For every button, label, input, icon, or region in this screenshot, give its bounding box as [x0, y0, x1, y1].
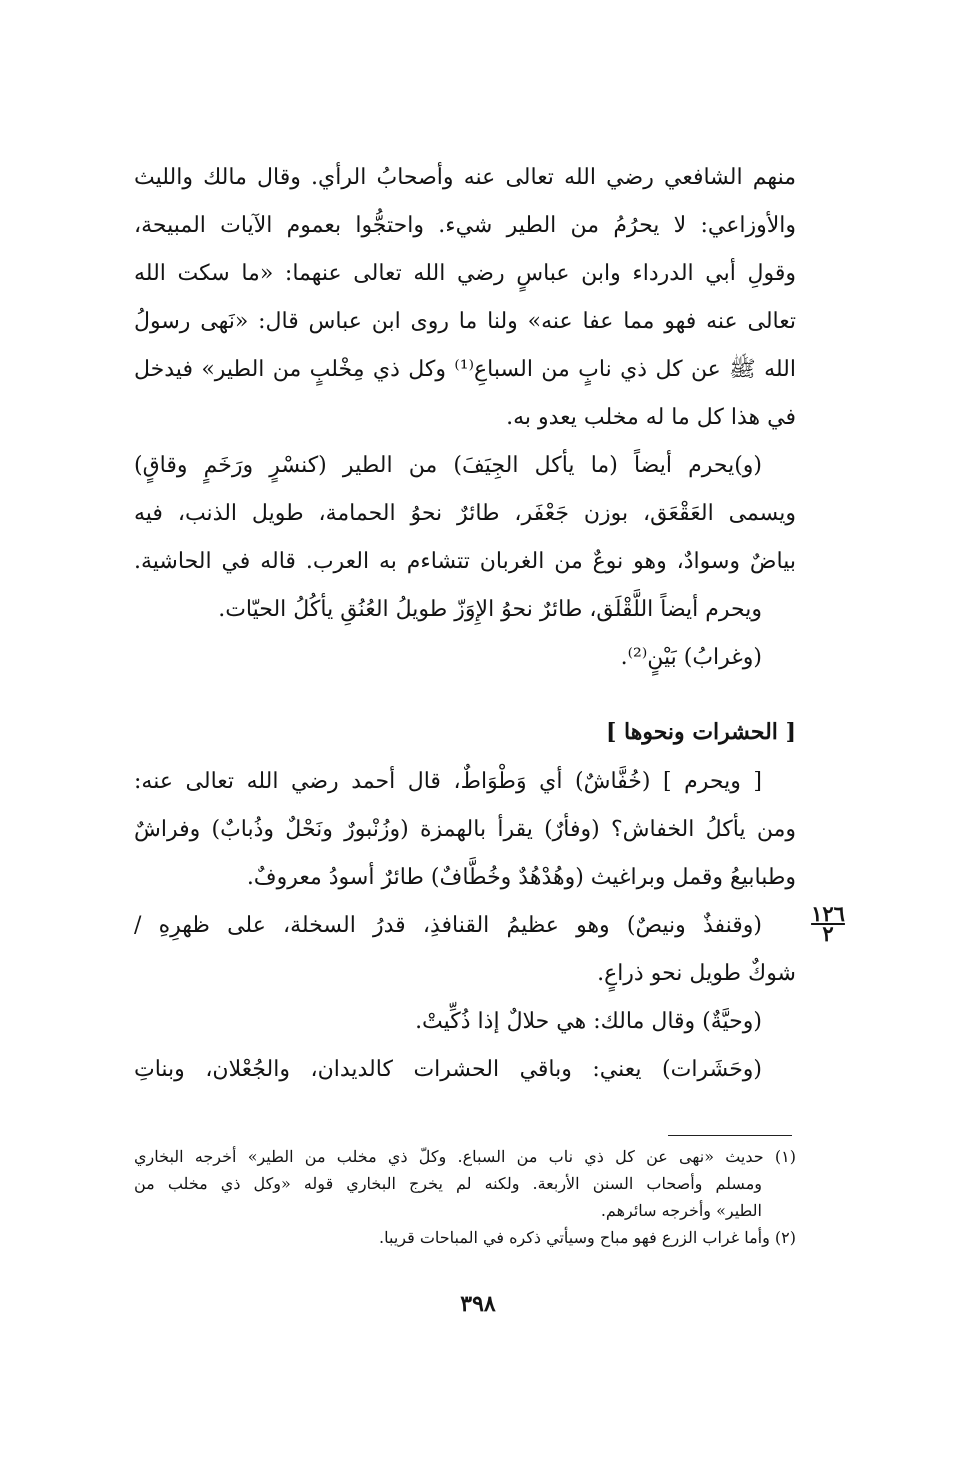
text-line: ويسمى العَقْعَق، بوزن جَعْفَر، طائرٌ نحوُ الحمامة، طويل الذنب، فيه [134, 501, 796, 526]
text-line: (وحيَّةٌ) وقال مالك: هي حلالٌ إذا ذُكِّيتْ. [415, 1009, 762, 1034]
text-line: وقولِ أبي الدرداء وابن عباسٍ رضي الله تعالى عنهما: «ما سكت الله [134, 261, 796, 286]
text-line: ومن يأكلُ الخفاش؟ (وفأرٌ) يقرأ بالهمزة (وزُنْبورٌ ونَحْلٌ وذُبابٌ) وفراشٌ [134, 817, 796, 842]
footnotes [134, 1143, 796, 1251]
section-title: [ الحشرات ونحوها ] [605, 719, 796, 745]
footnote-line: (١) حديث «نهى عن كل ذي ناب من السباع. وكلّ ذي مخلب من الطير» أخرجه البخاري [134, 1147, 796, 1166]
text-line: (وغرابُ) بَيْنٍ⁽²⁾. [620, 645, 762, 670]
paragraph-opening [134, 154, 796, 442]
text-line: وطبابيعُ وقمل وبراغيث (وهُدْهُدٌ وخُطَّافٌ) طائرٌ أسودُ معروفٌ. [246, 865, 796, 890]
paragraph-carrion-birds [134, 442, 796, 682]
text-line: [ ويحرم ] (خُفَّاشٌ) أي وَطْوَاطٌ، قال أحمد رضي الله تعالى عنه: [134, 769, 762, 794]
page-number: ٣٩٨ [460, 1291, 496, 1317]
footnote-line: الطير» وأخرجه سائرهم. [600, 1201, 762, 1220]
footnote-line: ومسلم وأصحاب السنن الأربعة. ولكنه لم يخرج البخاري قوله «وكل ذي مخلب من [134, 1174, 762, 1193]
text-line: الله ﷺ عن كل ذي نابٍ من السباعِ⁽¹⁾ وكل ذي مِخْلبٍ من الطير» فيدخل [134, 357, 796, 382]
footnote-line: (٢) وأما غراب الزرع فهو مباح وسيأتي ذكره في المباحات قريبا. [379, 1228, 796, 1247]
text-line: تعالى عنه فهو مما عفا عنه» ولنا ما روى ابن عباس قال: «نَهى رسولُ [134, 309, 796, 334]
footnote-divider [668, 1135, 792, 1136]
margin-reference-bottom: ٢ [822, 921, 834, 946]
text-line: (وحَشَرات) يعني: وباقي الحشرات كالديدان، والجُعْلان، وبناتِ [134, 1057, 762, 1082]
margin-reference-top: ١٢٦ [811, 901, 845, 926]
text-line: شوكٌ طويل نحو ذراعٍ. [597, 961, 796, 986]
text-line: (و)يحرم أيضاً (ما يأكل الجِيَفَ) من الطير (كنسْرٍ ورَخَمٍ وقاقٍ) [134, 453, 762, 478]
text-line: ويحرم أيضاً اللَّقْلَق، طائرٌ نحوُ الإِوَزّ طويلُ العُنُقِ يأكُلُ الحيّات. [218, 597, 762, 622]
text-line: والأوزاعي: لا يحرُمُ من الطير شيء. واحتجُّوا بعموم الآيات المبيحة، [134, 213, 796, 238]
margin-page-reference [808, 901, 848, 946]
paragraph-insects [134, 758, 796, 1094]
text-line: بياضٌ وسوادٌ، وهو نوعٌ من الغربان تتشاءم به العرب. قاله في الحاشية. [134, 549, 796, 574]
section-heading [134, 708, 796, 756]
text-line: (وقنفذٌ ونيصٌ) وهو عظيمُ القنافذِ، قدرُ السخلة، على ظهرِهِ / [134, 913, 762, 938]
text-line: في هذا كل ما له مخلب يعدو به. [506, 405, 796, 430]
text-line: منهم الشافعي رضي الله تعالى عنه وأصحابُ الرأي. وقال مالك والليث [134, 165, 796, 190]
